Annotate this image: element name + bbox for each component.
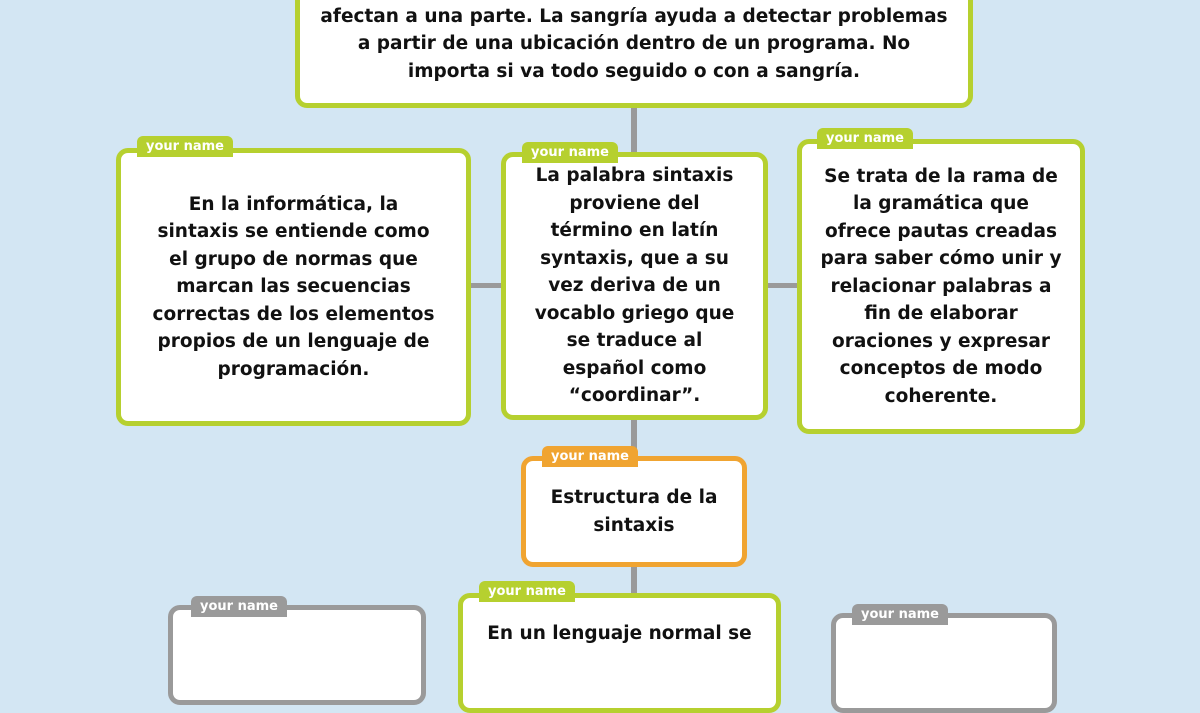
bottom-left-box [168,605,426,705]
connector [465,283,505,288]
right-box-text: Se trata de la rama de la gramática que ofrece pautas creadas para saber cómo unir y relacionar palabras a fin de elaborar oraciones y expresar conceptos de modo coherente. [820,165,1062,407]
bottom-middle-box [458,593,781,713]
connector [762,283,802,288]
name-tag: your name [522,142,618,163]
middle-box-text: La palabra sintaxis proviene del término en latín syntaxis, que a su vez deriva de un vocablo griego que se traduce al español como “coordinar”. [534,165,735,407]
center-box [521,456,747,567]
name-tag: your name [479,581,575,602]
bottom-right-box [831,613,1057,713]
name-tag: your name [852,604,948,625]
name-tag: your name [542,446,638,467]
left-box [116,148,471,426]
left-box-text: En la informática, la sintaxis se entiende como el grupo de normas que marcan las secuencias correctas de los elementos propios de un lenguaje de programación. [152,193,435,380]
top-box-line: a partir de una ubicación dentro de un programa. No [357,33,911,54]
top-box-line: afectan a una parte. La sangría ayuda a detectar problemas [320,5,948,27]
top-box [295,0,973,108]
right-box [797,139,1085,434]
name-tag: your name [817,128,913,149]
middle-box [501,152,768,420]
connector [631,564,637,596]
bottom-middle-box-text: En un lenguaje normal se [487,623,752,644]
name-tag: your name [191,596,287,617]
name-tag: your name [137,136,233,157]
center-box-text: Estructura de la sintaxis [550,487,718,536]
top-box-line: importa si va todo seguido o con a sangría. [407,60,861,82]
